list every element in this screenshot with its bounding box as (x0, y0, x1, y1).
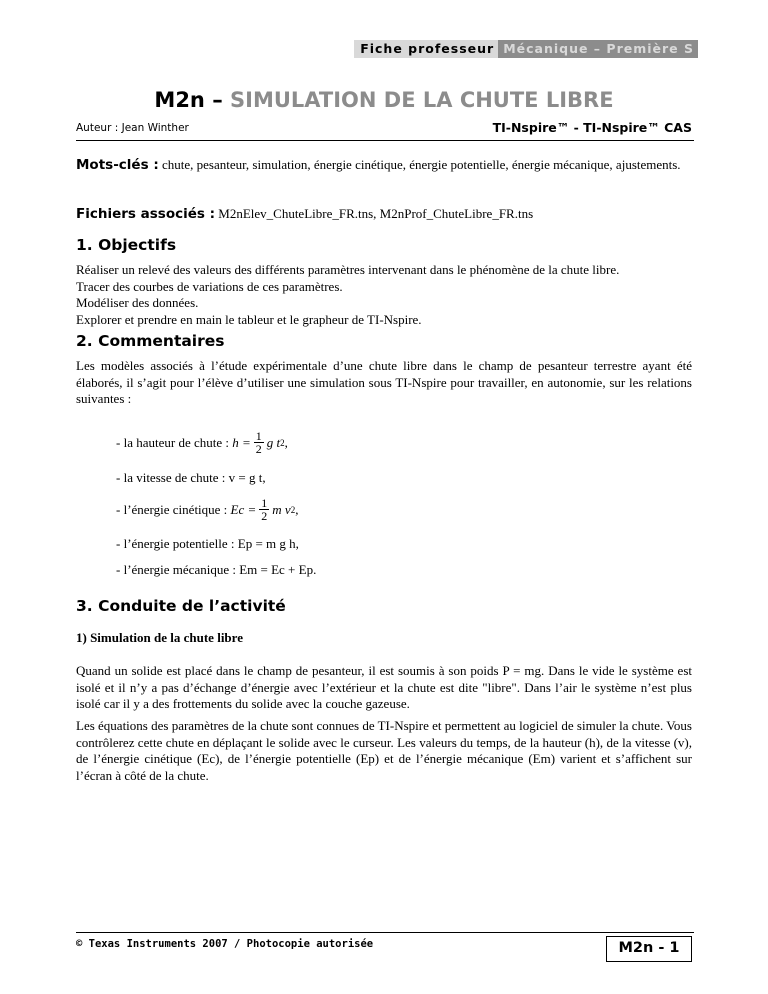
platform-label: TI-Nspire™ - TI-Nspire™ CAS (492, 120, 692, 135)
objective-line: Modéliser des données. (76, 295, 199, 310)
formula-energie-cinetique: - l’énergie cinétique : Ec = $\frac{1}{2}$ m v 2 , (116, 496, 299, 523)
objective-line: Tracer des courbes de variations de ces paramètres. (76, 278, 343, 294)
files-label: Fichiers associés : (76, 206, 216, 222)
formula-energie-mecanique: - l’énergie mécanique : Em = Ec + Ep. (116, 562, 317, 577)
page-number: M2n - 1 (606, 936, 692, 962)
simulation-paragraph-2: Les équations des paramètres de la chute sont connues de TI-Nspire et permettent au logiciel de simuler la chute. Vous contrôlerez cette chute en déplaçant le solide avec le curseur. Les valeurs du temps, de la hauteur (h), de la vitesse (v), de l’énergie cinétique (Ec), de l’énergie potentielle (Ep) et de l’énergie mécanique (Em) varient et s’affichent sur l’écran à côté de la chute. (76, 718, 692, 783)
author-line: Auteur : Jean Winther (76, 122, 189, 134)
comments-intro: Les modèles associés à l’étude expérimentale d’une chute libre dans le champ de pesanteur terrestre ayant été élaborés, il s’agit pour l’élève d’utiliser une simulation sous TI-Nspire pour travailler, en autonomie, sur les relations suivantes : (76, 358, 692, 406)
page-title (0, 88, 768, 112)
header-label-subject: Mécanique – Première S (498, 40, 698, 58)
section-heading-objectifs: 1. Objectifs (76, 236, 177, 254)
title-name: SIMULATION DE LA CHUTE LIBRE (230, 88, 614, 112)
footer-divider (76, 932, 694, 933)
fraction-one-half: $\frac{1}{2}$ (255, 429, 262, 456)
keywords-label: Mots-clés : (76, 157, 159, 173)
simulation-paragraph-1: Quand un solide est placé dans le champ de pesanteur, il est soumis à son poids P = mg. Dans le vide le système est isolé et il n’y a pas d’échange d’énergie avec l’extérieur et la chute est dite "libre". Dans l’air le système n’est plus isolé car il y a des frottements du solide avec la couche gazeuse. (76, 663, 692, 711)
files-text: M2nElev_ChuteLibre_FR.tns, M2nProf_ChuteLibre_FR.tns (218, 206, 534, 221)
header-label-fiche: Fiche professeur (354, 40, 498, 58)
section-heading-conduite: 3. Conduite de l’activité (76, 597, 286, 615)
objective-line: Réaliser un relevé des valeurs des différents paramètres intervenant dans le phénomène de la chute libre. (76, 262, 620, 277)
objectives-list (76, 262, 692, 328)
title-divider (76, 140, 694, 141)
keywords-block (76, 157, 692, 174)
copyright-notice: © Texas Instruments 2007 / Photocopie autorisée (76, 938, 374, 950)
formula-vitesse: - la vitesse de chute : v = g t, (116, 470, 266, 485)
formula-hauteur: - la hauteur de chute : h = $\frac{1}{2}$ g t 2 , (116, 429, 288, 456)
document-header-bar (354, 40, 698, 58)
title-code: M2n – (154, 88, 223, 112)
keywords-text: chute, pesanteur, simulation, énergie cinétique, énergie potentielle, énergie mécanique, ajustements. (161, 157, 681, 172)
fraction-one-half: $\frac{1}{2}$ (261, 496, 268, 523)
section-heading-commentaires: 2. Commentaires (76, 332, 225, 350)
files-block (76, 206, 692, 223)
subheading-simulation: 1) Simulation de la chute libre (76, 630, 243, 645)
objective-line: Explorer et prendre en main le tableur et le grapheur de TI-Nspire. (76, 311, 422, 327)
formula-energie-potentielle: - l’énergie potentielle : Ep = m g h, (116, 536, 299, 551)
